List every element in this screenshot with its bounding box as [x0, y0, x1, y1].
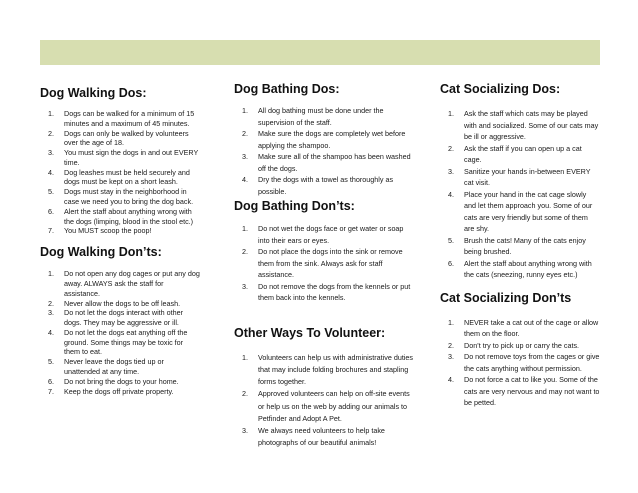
list-item: 4. Place your hand in the cat cage slowly and let them approach you. Some of our cats are very friendly but some of them are shy. [448, 189, 593, 234]
section-title-cat-socializing-dos: Cat Socializing Dos: [440, 82, 561, 96]
list-item: 1. Ask the staff which cats may be played with and socialized. Some of our cats may be ill or aggressive. [448, 109, 599, 142]
list-item: 6. Alert the staff about anything wrong with the cats (sneezing, runny eyes etc.) [448, 258, 592, 280]
list-item: 1. Do not open any dog cages or put any dog away. ALWAYS ask the staff for assistance. [48, 269, 200, 298]
list-item: 3. Do not remove toys from the cages or give the cats anything without permission. [448, 352, 600, 373]
list-item: 4. Do not force a cat to like you. Some of the cats are very nervous and may not want to be petted. [448, 375, 600, 408]
list-item: 3. Do not remove the dogs from the kennels or put them back into the kennels. [242, 281, 411, 303]
list-item: 2. Approved volunteers can help on off-site events or help us on the web by adding our animals to Petfinder and Adopt A Pet. [242, 389, 410, 423]
list-item: 5. Never leave the dogs tied up or unattended at any time. [48, 357, 164, 376]
list-cat-socializing-donts [440, 317, 600, 409]
list-dog-walking-donts [40, 269, 200, 396]
section-title-dog-walking-donts: Dog Walking Don’ts: [40, 245, 162, 260]
list-item: 2. Dogs can only be walked by volunteers over the age of 18. [48, 128, 189, 148]
list-item: 5. Dogs must stay in the neighborhood in case we need you to bring the dog back. [48, 187, 194, 207]
list-other-ways-to-volunteer [234, 352, 414, 450]
list-item: 3. Sanitize your hands in-between EVERY cat visit. [448, 166, 591, 188]
list-item: 2. Never allow the dogs to be off leash. [48, 298, 181, 308]
section-title-dog-bathing-dos: Dog Bathing Dos: [234, 82, 340, 96]
list-item: 5. Brush the cats! Many of the cats enjoy being brushed. [448, 235, 586, 257]
column-cat-socializing [440, 82, 600, 409]
list-item: 2. Do not place the dogs into the sink or remove them from the sink. Always ask for staff assistance. [242, 247, 403, 280]
list-item: 2. Make sure the dogs are completely wet before applying the shampoo. [242, 129, 406, 150]
section-title-cat-socializing-donts: Cat Socializing Don’ts [440, 290, 572, 305]
list-item: 4. Dog leashes must be held securely and dogs must be kept on a short leash. [48, 167, 190, 187]
list-cat-socializing-dos [440, 108, 600, 281]
list-item: 6. Alert the staff about anything wrong with the dogs (limping, blood in the stool etc.) [48, 206, 194, 226]
section-title-other-ways-to-volunteer: Other Ways To Volunteer: [234, 325, 386, 340]
list-dog-bathing-donts [234, 223, 414, 304]
section-title-dog-walking-dos: Dog Walking Dos: [40, 86, 147, 100]
list-item: 1. Dogs can be walked for a minimum of 15 minutes and a maximum of 45 minutes. [48, 109, 195, 128]
list-item: 3. Do not let the dogs interact with other dogs. They may be aggressive or ill. [48, 308, 184, 328]
list-dog-bathing-dos [234, 105, 414, 197]
list-item: 3. We always need volunteers to help take photographs of our beautiful animals! [242, 426, 385, 448]
list-item: 1. All dog bathing must be done under the supervision of the staff. [242, 106, 384, 127]
list-item: 1. NEVER take a cat out of the cage or allow them on the floor. [448, 317, 599, 339]
list-item: 1. Do not wet the dogs face or get water or soap into their ears or eyes. [242, 224, 404, 245]
list-dog-walking-dos [40, 109, 200, 236]
column-dog-bathing [234, 82, 414, 450]
section-title-dog-bathing-donts: Dog Bathing Don’ts: [234, 199, 355, 214]
list-item: 4. Do not let the dogs eat anything off the ground. Some things may be toxic for them to eat. [48, 327, 188, 357]
list-item: 6. Do not bring the dogs to your home. [48, 376, 179, 386]
list-item: 1. Volunteers can help us with administrative duties that may include folding brochures and stapling forms together. [242, 352, 414, 387]
column-dog-walking [40, 82, 200, 396]
list-item: 2. Don’t try to pick up or carry the cats. [448, 340, 580, 350]
list-item: 3. You must sign the dogs in and out EVERY time. [48, 148, 199, 167]
header-banner [40, 40, 600, 65]
list-item: 4. Dry the dogs with a towel as thoroughly as possible. [242, 175, 394, 196]
list-item: 7. You MUST scoop the poop! [48, 226, 152, 236]
list-item: 3. Make sure all of the shampoo has been washed off the dogs. [242, 152, 411, 173]
list-item: 7. Keep the dogs off private property. [48, 386, 174, 396]
list-item: 2. Ask the staff if you can open up a cat cage. [448, 143, 582, 165]
